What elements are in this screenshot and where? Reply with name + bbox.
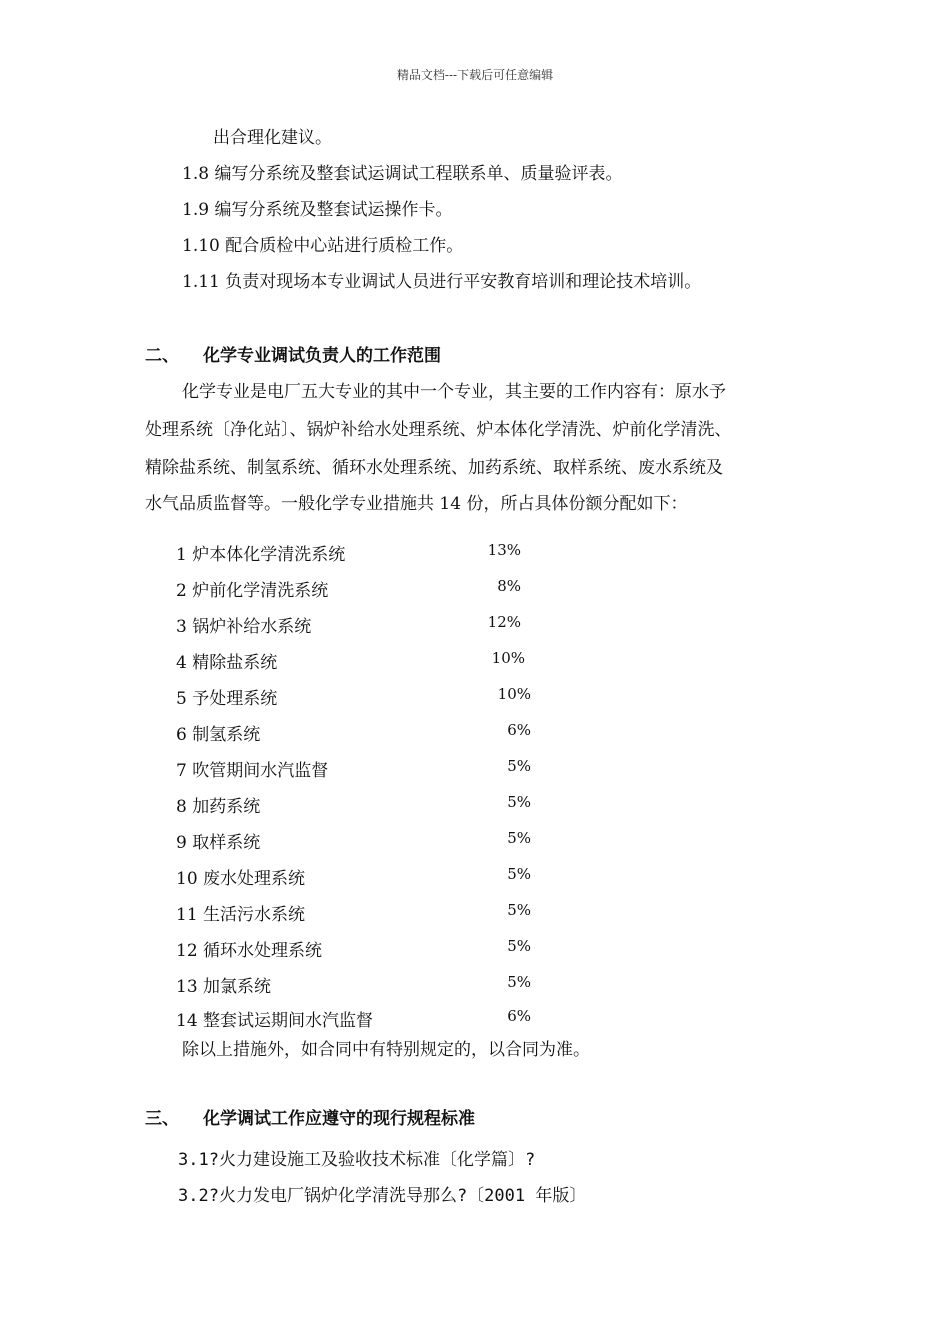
- standard-ref: 3.1?火力建设施工及验收技术标准〔化学篇〕?: [178, 1150, 536, 1170]
- allocation-pct: 5%: [507, 973, 531, 991]
- allocation-pct: 12%: [487, 613, 521, 631]
- allocation-label: 11 生活污水系统: [176, 905, 306, 925]
- paragraph-line: 水气品质监督等。一般化学专业措施共 14 份，所占具体份额分配如下：: [145, 494, 688, 514]
- paragraph-line: 化学专业是电厂五大专业的其中一个专业，其主要的工作内容有：原水予: [182, 382, 726, 402]
- allocation-label: 7 吹管期间水汽监督: [176, 761, 329, 781]
- allocation-label: 12 循环水处理系统: [176, 941, 323, 961]
- text-line: 1.9 编写分系统及整套试运操作卡。: [182, 200, 453, 220]
- allocation-label: 1 炉本体化学清洗系统: [176, 545, 346, 565]
- allocation-pct: 5%: [507, 865, 531, 883]
- allocation-label: 2 炉前化学清洗系统: [176, 581, 329, 601]
- allocation-pct: 6%: [507, 721, 531, 739]
- section-number: 三、: [145, 1109, 179, 1129]
- allocation-label: 4 精除盐系统: [176, 653, 278, 673]
- allocation-pct: 5%: [507, 757, 531, 775]
- allocation-pct: 10%: [497, 685, 531, 703]
- allocation-label: 9 取样系统: [176, 833, 261, 853]
- section-title: 化学专业调试负责人的工作范围: [203, 346, 441, 366]
- allocation-label: 8 加药系统: [176, 797, 261, 817]
- allocation-pct: 6%: [507, 1007, 531, 1025]
- section-heading: [145, 1109, 475, 1129]
- allocation-pct: 5%: [507, 937, 531, 955]
- allocation-label: 14 整套试运期间水汽监督: [176, 1011, 374, 1031]
- section-number: 二、: [145, 346, 179, 366]
- section-heading: [145, 346, 441, 366]
- allocation-pct: 5%: [507, 829, 531, 847]
- page-header: 精品文档---下载后可任意编辑: [396, 68, 554, 82]
- allocation-pct: 8%: [497, 577, 521, 595]
- closing-note: 除以上措施外，如合同中有特别规定的，以合同为准。: [182, 1040, 590, 1060]
- allocation-label: 6 制氢系统: [176, 725, 261, 745]
- allocation-pct: 10%: [491, 649, 525, 667]
- allocation-pct: 13%: [487, 541, 521, 559]
- allocation-label: 10 废水处理系统: [176, 869, 306, 889]
- section-title: 化学调试工作应遵守的现行规程标准: [203, 1109, 475, 1129]
- allocation-label: 3 锅炉补给水系统: [176, 617, 312, 637]
- paragraph-line: 精除盐系统、制氢系统、循环水处理系统、加药系统、取样系统、废水系统及: [145, 458, 723, 478]
- allocation-label: 5 予处理系统: [176, 689, 278, 709]
- allocation-label: 13 加氯系统: [176, 977, 272, 997]
- text-line: 出合理化建议。: [213, 128, 332, 148]
- text-line: 1.10 配合质检中心站进行质检工作。: [182, 236, 464, 256]
- standard-ref: 3.2?火力发电厂锅炉化学清洗导那么?〔2001 年版〕: [178, 1186, 587, 1206]
- paragraph-line: 处理系统〔净化站〕、锅炉补给水处理系统、炉本体化学清洗、炉前化学清洗、: [145, 420, 732, 440]
- allocation-pct: 5%: [507, 793, 531, 811]
- text-line: 1.11 负责对现场本专业调试人员进行平安教育培训和理论技术培训。: [182, 272, 702, 292]
- allocation-pct: 5%: [507, 901, 531, 919]
- text-line: 1.8 编写分系统及整套试运调试工程联系单、质量验评表。: [182, 164, 623, 184]
